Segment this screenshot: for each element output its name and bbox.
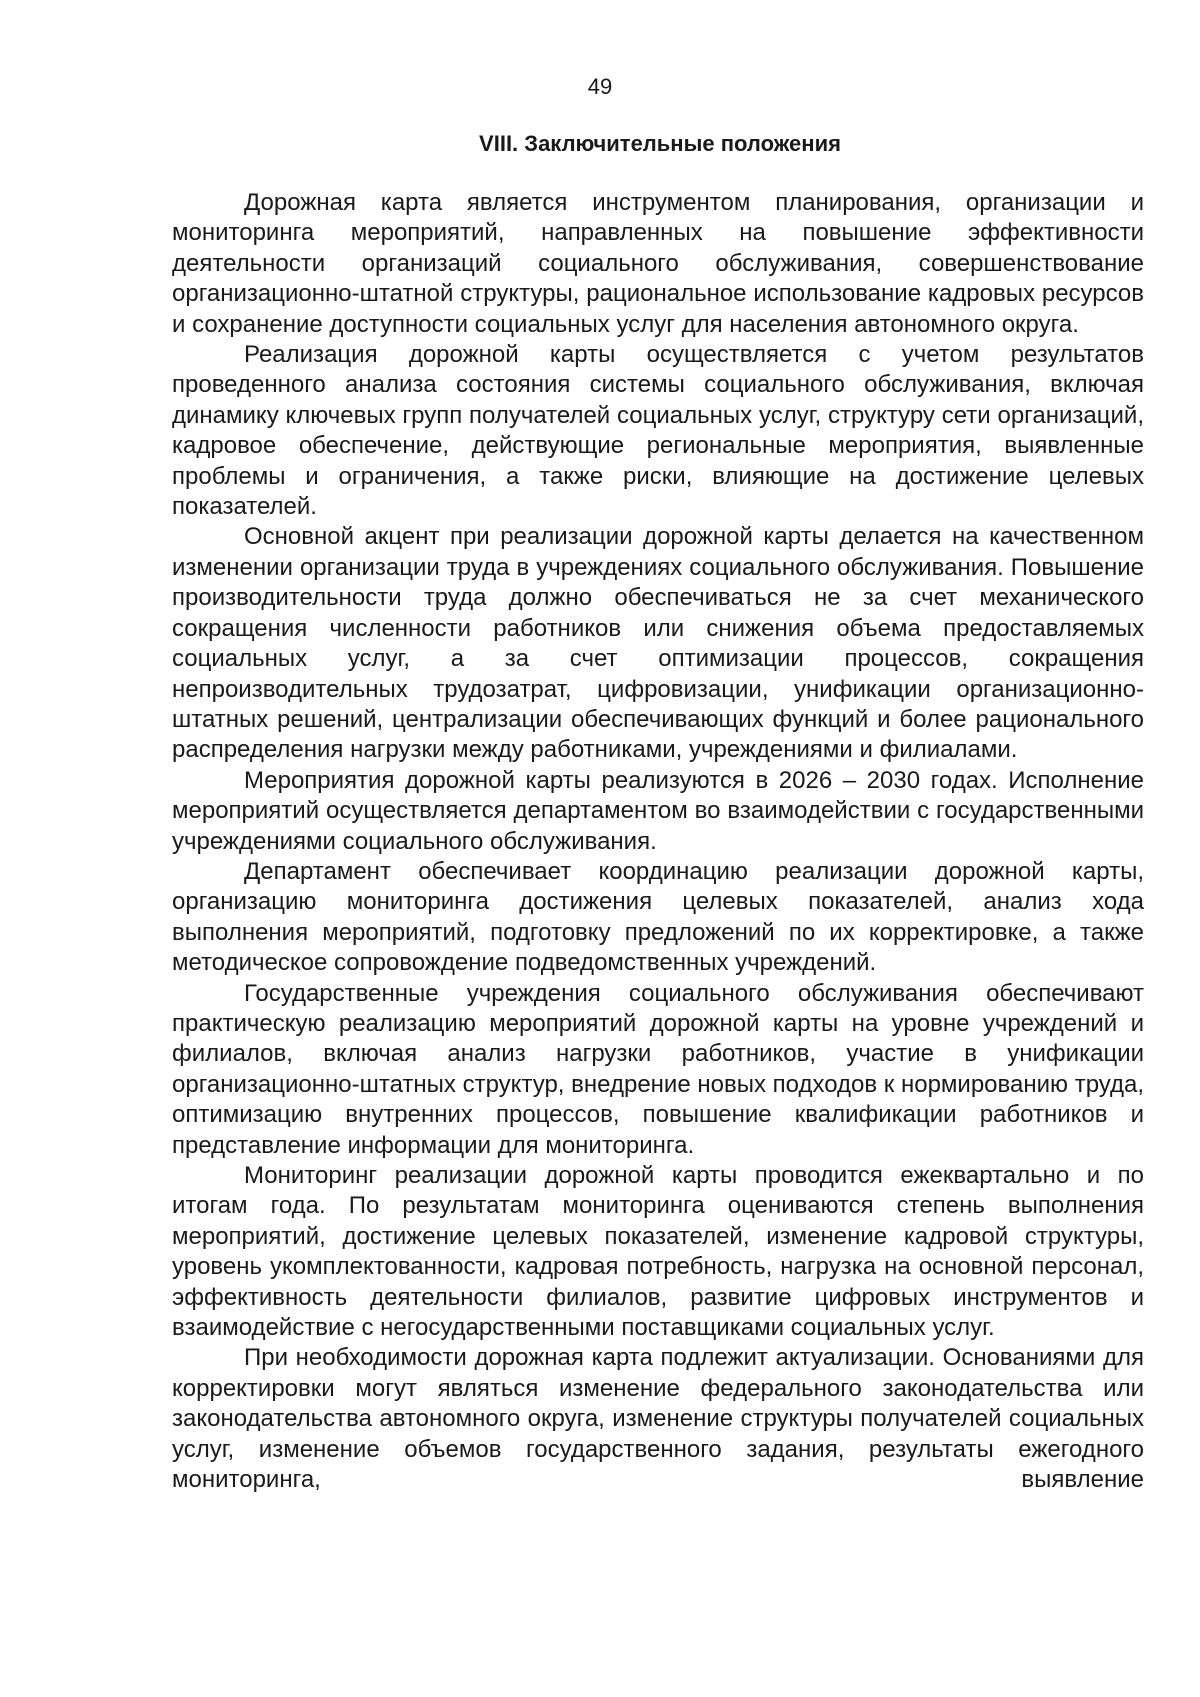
paragraph-purpose: Дорожная карта является инструментом планирования, организации и мониторинга мероприятий, направленных на повышение эффективности деятельности организаций социального обслуживания, совершенствование организационно-штатной структуры, рациональное использование кадровых ресурсов и сохранение доступности социальных услуг для населения автономного округа. — [172, 189, 1144, 338]
document-body — [172, 188, 1144, 1495]
page-number: 49 — [587, 74, 613, 99]
section-title: VIII. Заключительные положения — [479, 131, 841, 156]
paragraph-monitoring: Мониторинг реализации дорожной карты проводится ежеквартально и по итогам года. По результатам мониторинга оцениваются степень выполнения мероприятий, достижение целевых показателей, изменение кадровой структуры, уровень укомплектованности, кадровая потребность, нагрузка на основной персонал, эффективность деятельности филиалов, развитие цифровых инструментов и взаимодействие с негосударственными поставщиками социальных услуг. — [172, 1162, 1144, 1342]
paragraph-department-role: Департамент обеспечивает координацию реализации дорожной карты, организацию мониторинга достижения целевых показателей, анализ хода выполнения мероприятий, подготовку предложений по их корректировке, а также методическое сопровождение подведомственных учреждений. — [172, 857, 1144, 977]
paragraph-timeline: Мероприятия дорожной карты реализуются в 2026 – 2030 годах. Исполнение мероприятий осуществляется департаментом во взаимодействии с государственными учреждениями социального обслуживания. — [172, 766, 1144, 855]
paragraph-updating: При необходимости дорожная карта подлежит актуализации. Основаниями для корректировки могут являться изменение федерального законодательства или законодательства автономного округа, изменение структуры получателей социальных услуг, изменение объемов государственного задания, результаты ежегодного мониторинга, выявление — [172, 1344, 1144, 1494]
paragraph-implementation-basis: Реализация дорожной карты осуществляется с учетом результатов проведенного анализа состояния системы социального обслуживания, включая динамику ключевых групп получателей социальных услуг, структуру сети организаций, кадровое обеспечение, действующие региональные мероприятия, выявленные проблемы и ограничения, а также риски, влияющие на достижение целевых показателей. — [172, 341, 1144, 521]
paragraph-institutions-role: Государственные учреждения социального обслуживания обеспечивают практическую реализацию мероприятий дорожной карты на уровне учреждений и филиалов, включая анализ нагрузки работников, участие в унификации организационно-штатных структур, внедрение новых подходов к нормированию труда, оптимизацию внутренних процессов, повышение квалификации работников и представление информации для мониторинга. — [172, 979, 1144, 1159]
paragraph-main-focus: Основной акцент при реализации дорожной карты делается на качественном изменении организации труда в учреждениях социального обслуживания. Повышение производительности труда должно обеспечиваться не за счет механического сокращения численности работников или снижения объема предоставляемых социальных услуг, а за счет оптимизации процессов, сокращения непроизводительных трудозатрат, цифровизации, унификации организационно-штатных решений, централизации обеспечивающих функций и более рационального распределения нагрузки между работниками, учреждениями и филиалами. — [172, 523, 1144, 764]
